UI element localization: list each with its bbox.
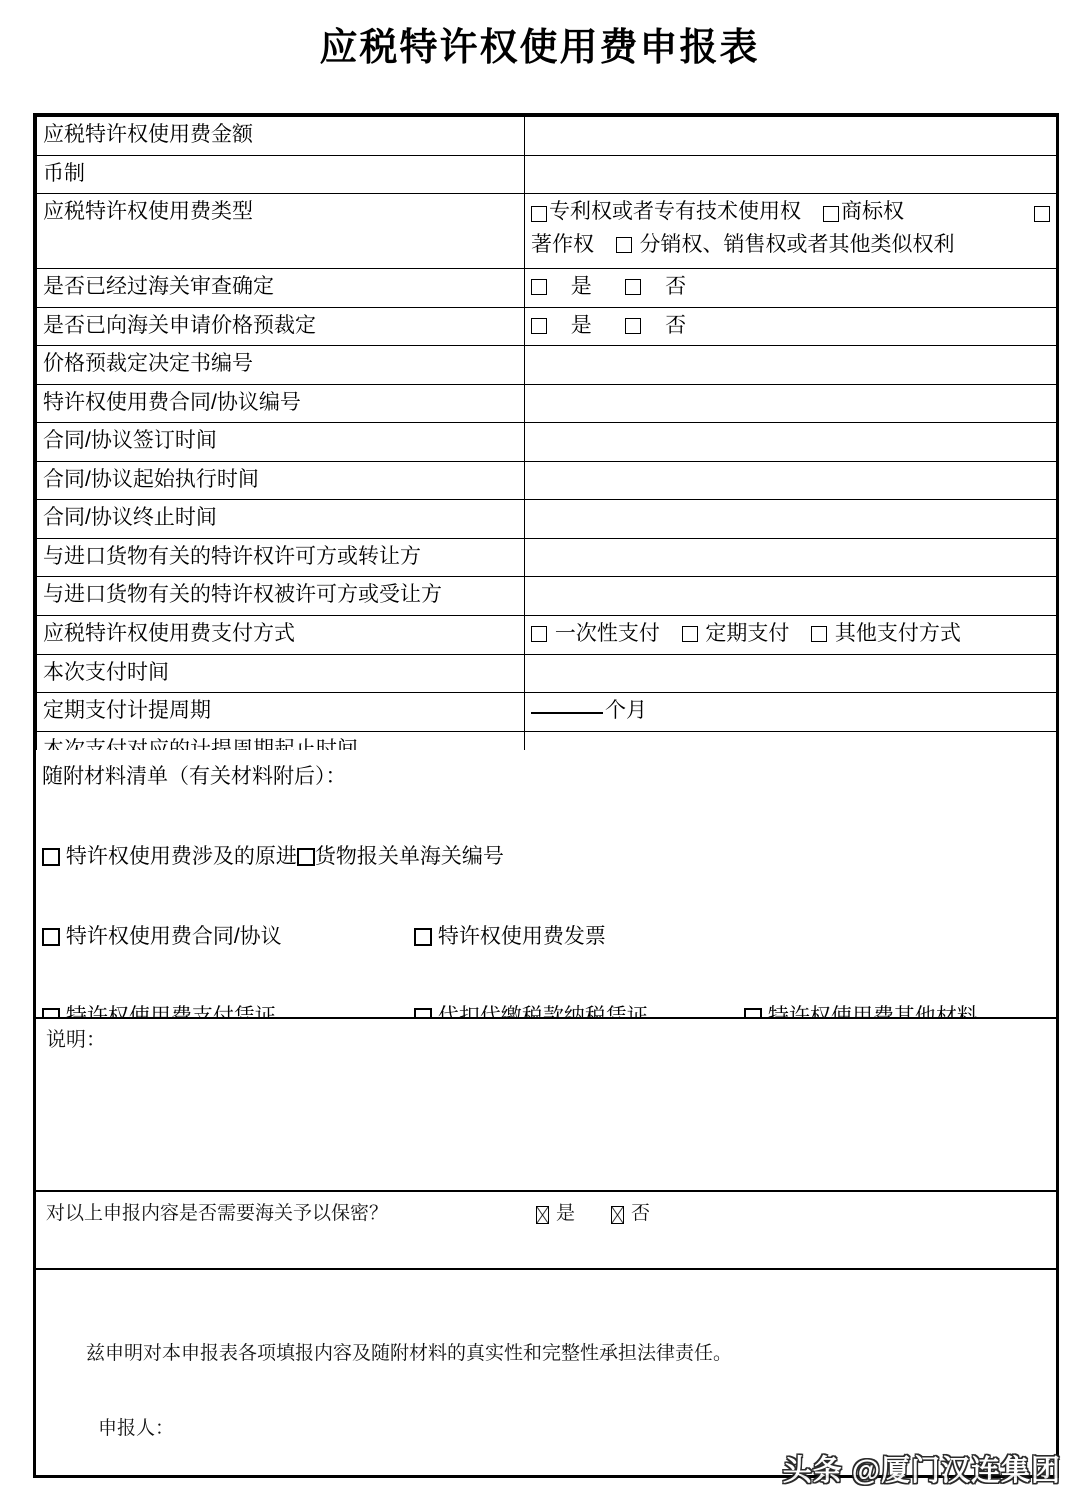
confidentiality-label-yes: 是 (556, 1203, 576, 1224)
field-value-contract-start-date[interactable] (525, 461, 1059, 500)
option-label-payment-other: 其他支付方式 (834, 622, 961, 646)
field-value-contract-signed-date[interactable] (525, 423, 1059, 462)
table-row (37, 346, 1059, 385)
declaration-section (33, 1268, 1059, 1478)
checkbox-trademark[interactable] (823, 206, 839, 222)
table-row (37, 538, 1059, 577)
declarant-signature-label[interactable]: 申报人： (98, 1418, 175, 1439)
declaration-statement: 兹申明对本申报表各项填报内容及随附材料的真实性和完整性承担法律责任。 (86, 1343, 733, 1364)
table-row (37, 423, 1059, 462)
attachments-section (33, 750, 1059, 1017)
option-label-payment-periodic: 定期支付 (705, 622, 790, 646)
box-glyph-icon (297, 848, 315, 866)
field-label-contract-number: 特许权使用费合同/协议编号 (37, 384, 525, 423)
field-value-ruling-number[interactable] (525, 346, 1059, 385)
field-label-amount: 应税特许权使用费金额 (37, 117, 525, 156)
field-label-licensee: 与进口货物有关的特许权被许可方或受让方 (37, 577, 525, 616)
field-label-contract-end-date: 合同/协议终止时间 (37, 500, 525, 539)
confidentiality-section (33, 1190, 1059, 1268)
attachment-label-declaration-number: 特许权使用费涉及的原进 货物报关单海关编号 (65, 844, 504, 868)
checkbox-payment-lumpsum[interactable] (531, 626, 547, 642)
checkbox-ruling-yes[interactable] (531, 318, 547, 334)
option-label-patent: 专利权或者专有技术使用权 (549, 200, 801, 224)
checkbox-reviewed-no[interactable] (625, 279, 641, 295)
field-label-accrual-period: 定期支付计提周期 (37, 693, 525, 732)
confidentiality-question: 对以上申报内容是否需要海关予以保密？ (46, 1203, 389, 1224)
checkbox-ruling-no[interactable] (625, 318, 641, 334)
option-label-trademark: 商标权 (841, 200, 904, 224)
checkbox-attachment-invoice[interactable] (414, 928, 432, 946)
table-row (37, 654, 1059, 693)
field-value-royalty-type[interactable] (525, 194, 1059, 269)
table-row (37, 616, 1059, 655)
table-row (37, 461, 1059, 500)
attachments-title: 随附材料清单（有关材料附后）： (42, 765, 347, 788)
option-label-ruling-yes: 是 (570, 313, 592, 337)
field-label-current-payment-date: 本次支付时间 (37, 654, 525, 693)
table-row (37, 384, 1059, 423)
option-label-reviewed-yes: 是 (570, 275, 592, 299)
field-label-contract-start-date: 合同/协议起始执行时间 (37, 461, 525, 500)
field-value-current-payment-date[interactable] (525, 654, 1059, 693)
field-label-royalty-type: 应税特许权使用费类型 (37, 194, 525, 269)
field-value-currency[interactable] (525, 155, 1059, 194)
option-label-ruling-no: 否 (665, 313, 687, 337)
checkbox-payment-periodic[interactable] (682, 626, 698, 642)
field-value-contract-number[interactable] (525, 384, 1059, 423)
table-row (37, 307, 1059, 346)
table-row (37, 577, 1059, 616)
option-label-distribution: 分销权、销售权或者其他类似权利 (639, 232, 955, 256)
option-label-payment-lumpsum: 一次性支付 (554, 622, 660, 646)
attachment-row (42, 920, 1056, 954)
field-value-licensee[interactable] (525, 577, 1059, 616)
notes-input-area[interactable] (36, 1052, 1056, 1172)
attachment-row (42, 840, 1056, 874)
watermark: 头条 @厦门汉连集团 (782, 1455, 1061, 1487)
checkbox-patent[interactable] (531, 206, 547, 222)
checkbox-attachment-declaration-number[interactable] (42, 848, 60, 866)
table-row (37, 194, 1059, 269)
field-label-advance-ruling-applied: 是否已向海关申请价格预裁定 (37, 307, 525, 346)
checkbox-confidential-yes[interactable] (536, 1206, 549, 1224)
checkbox-confidential-no[interactable] (611, 1206, 624, 1224)
checkbox-attachment-contract[interactable] (42, 928, 60, 946)
field-label-currency: 币制 (37, 155, 525, 194)
option-label-reviewed-no: 否 (665, 275, 687, 299)
declaration-form-table (33, 113, 1059, 773)
field-value-customs-reviewed[interactable] (525, 269, 1059, 308)
checkbox-payment-other[interactable] (811, 626, 827, 642)
page-title: 应税特许权使用费申报表 (319, 27, 760, 69)
table-row (37, 117, 1059, 156)
table-row (37, 269, 1059, 308)
table-row (37, 693, 1059, 732)
notes-section (33, 1017, 1059, 1190)
accrual-period-blank[interactable] (531, 712, 603, 714)
field-value-contract-end-date[interactable] (525, 500, 1059, 539)
field-label-ruling-number: 价格预裁定决定书编号 (37, 346, 525, 385)
field-value-payment-method[interactable] (525, 616, 1059, 655)
accrual-period-unit: 个月 (605, 699, 647, 723)
checkbox-distribution[interactable] (616, 237, 632, 253)
table-row (37, 155, 1059, 194)
notes-label: 说明： (46, 1029, 106, 1051)
field-value-advance-ruling-applied[interactable] (525, 307, 1059, 346)
attachment-label-contract: 特许权使用费合同/协议 (65, 925, 282, 949)
attachment-label-invoice: 特许权使用费发票 (437, 925, 606, 949)
field-value-amount[interactable] (525, 117, 1059, 156)
option-label-copyright: 著作权 (531, 232, 594, 256)
field-value-accrual-period[interactable] (525, 693, 1059, 732)
field-label-customs-reviewed: 是否已经过海关审查确定 (37, 269, 525, 308)
field-value-licensor[interactable] (525, 538, 1059, 577)
table-row (37, 500, 1059, 539)
field-label-contract-signed-date: 合同/协议签订时间 (37, 423, 525, 462)
checkbox-reviewed-yes[interactable] (531, 279, 547, 295)
checkbox-copyright[interactable] (1034, 206, 1050, 222)
confidentiality-label-no: 否 (631, 1203, 651, 1224)
field-label-licensor: 与进口货物有关的特许权许可方或转让方 (37, 538, 525, 577)
field-label-payment-method: 应税特许权使用费支付方式 (37, 616, 525, 655)
